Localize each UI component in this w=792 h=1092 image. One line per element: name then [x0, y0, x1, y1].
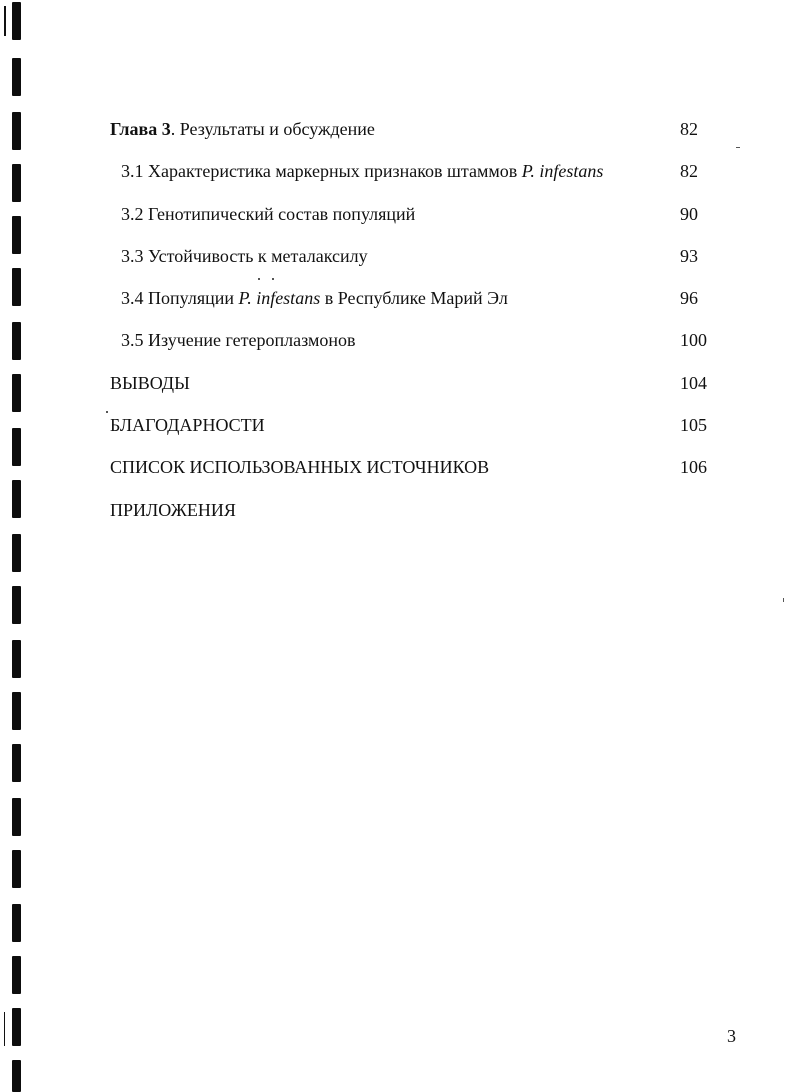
toc-entry-3-1	[110, 156, 720, 198]
scan-speck	[783, 598, 784, 602]
toc-entry-title: 3.2 Генотипический состав популяций	[121, 203, 416, 224]
binding-holes	[0, 0, 30, 1092]
scan-speck	[106, 411, 108, 413]
toc-entry-page: 104	[680, 372, 707, 393]
toc-entry-title: СПИСОК ИСПОЛЬЗОВАННЫХ ИСТОЧНИКОВ	[110, 457, 490, 478]
toc-entry-title: ПРИЛОЖЕНИЯ	[110, 499, 236, 520]
toc-entry-3-4	[110, 283, 720, 325]
toc-entry-title: Глава 3. Результаты и обсуждение	[110, 119, 375, 139]
toc-entry-acknowledgements	[110, 410, 720, 452]
toc-entry-3-2	[110, 199, 720, 241]
toc-entry-page: 105	[680, 415, 707, 436]
toc-entry-title: БЛАГОДАРНОСТИ	[110, 415, 265, 436]
toc-entry-title: ВЫВОДЫ	[110, 372, 190, 393]
toc-entry-page: 82	[680, 161, 698, 182]
toc-entry-page: 100	[680, 330, 707, 351]
toc-entry-page: 82	[680, 119, 698, 139]
toc-entry-references	[110, 452, 720, 494]
page-number: 3	[727, 1026, 736, 1046]
toc-entry-page: 93	[680, 245, 698, 266]
toc-entry-chapter-3	[110, 114, 720, 156]
toc-entry-title: 3.1 Характеристика маркерных признаков штаммов P. infestans	[121, 161, 604, 182]
scan-speck	[736, 147, 740, 148]
toc-entry-3-3	[110, 241, 720, 283]
toc-entry-3-5	[110, 325, 720, 367]
toc-entry-appendices	[110, 495, 720, 537]
toc-entry-page: 106	[680, 457, 707, 478]
table-of-contents	[110, 114, 720, 537]
toc-entry-title: 3.3 Устойчивость к металаксилу	[121, 245, 368, 266]
toc-entry-title: 3.5 Изучение гетероплазмонов	[121, 330, 356, 351]
toc-entry-title: 3.4 Популяции P. infestans в Республике Марий Эл	[121, 288, 508, 309]
toc-entry-conclusions	[110, 368, 720, 410]
toc-entry-page: 90	[680, 203, 698, 224]
toc-entry-page: 96	[680, 288, 698, 309]
